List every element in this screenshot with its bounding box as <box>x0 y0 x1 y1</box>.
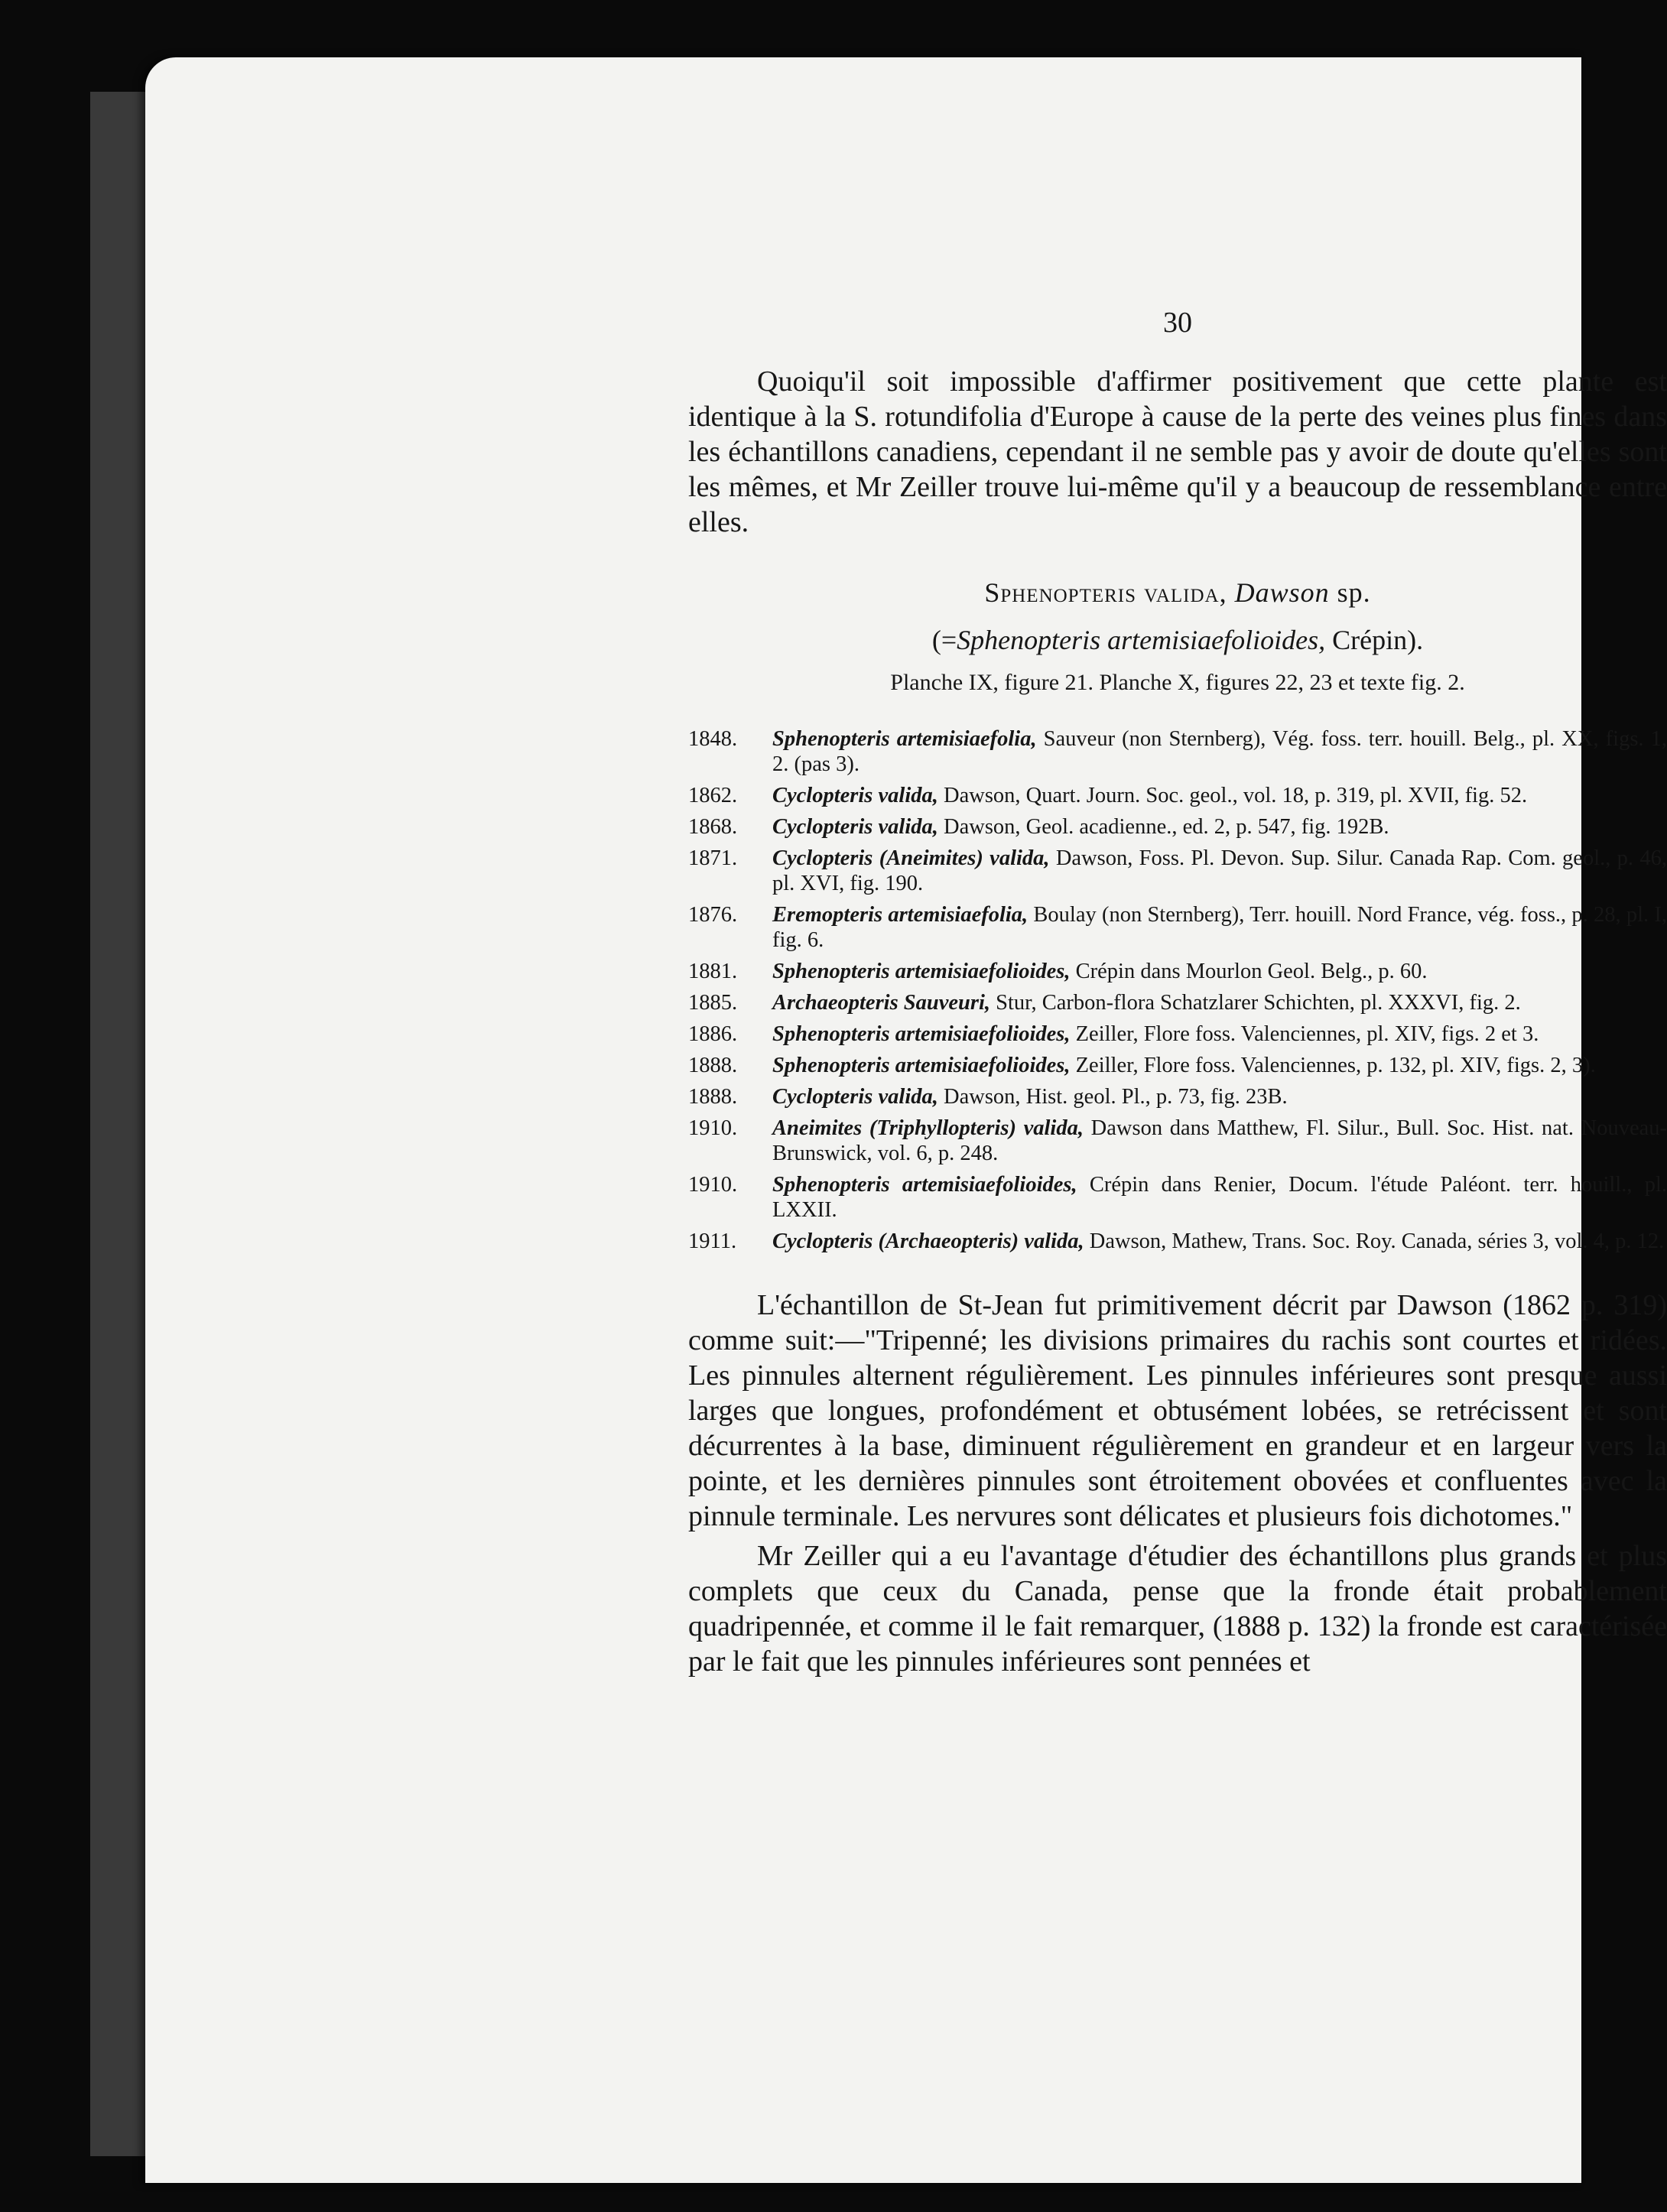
synonymy-source: Dawson, Quart. Journ. Soc. geol., vol. 18, p. 319, pl. XVII, fig. 52. <box>944 784 1528 807</box>
synonymy-entry <box>688 1116 1667 1166</box>
synonymy-citation <box>772 726 1667 777</box>
synonymy-citation <box>772 1053 1667 1078</box>
synonymy-source: Dawson, Mathew, Trans. Soc. Roy. Canada, séries 3, vol. 4, p. 12. <box>1089 1229 1665 1253</box>
synonymy-entry <box>688 1084 1667 1109</box>
synonymy-entry <box>688 1022 1667 1047</box>
synonymy-year: 1848. <box>688 727 738 751</box>
synonymy-taxon: Cyclopteris valida, <box>772 1085 938 1109</box>
synonymy-source: Zeiller, Flore foss. Valenciennes, p. 132, pl. XIV, figs. 2, 3). <box>1075 1054 1596 1077</box>
synonymy-entry <box>688 959 1667 984</box>
synonymy-citation <box>772 902 1667 953</box>
synonymy-year: 1881. <box>688 960 738 983</box>
synonymy-source: Crépin dans Mourlon Geol. Belg., p. 60. <box>1075 960 1428 983</box>
synonymy-taxon: Cyclopteris (Aneimites) valida, <box>772 846 1050 870</box>
synonymy-citation <box>772 1172 1667 1223</box>
zeiller-paragraph: Mr Zeiller qui a eu l'avantage d'étudier des échantillons plus grands et plus complets que ceux du Canada, pense que la fronde était probablement quadripennée, et comme il le fait remarquer, (1888 p. 132) la fronde est caractérisée par le fait que les pinnules inférieures sont pennées et <box>688 1540 1667 1678</box>
synonymy-taxon: Aneimites (Triphyllopteris) valida, <box>772 1116 1084 1140</box>
synonymy-taxon: Archaeopteris Sauveuri, <box>772 991 991 1015</box>
synonymy-year: 1868. <box>688 815 738 839</box>
synonymy-entry <box>688 902 1667 953</box>
synonymy-citation <box>772 846 1667 896</box>
synonymy-entry <box>688 1053 1667 1078</box>
synonymy-year: 1910. <box>688 1116 738 1140</box>
synonymy-year: 1876. <box>688 903 738 927</box>
synonymy-taxon: Sphenopteris artemisiaefolioides, <box>772 1173 1077 1197</box>
description-paragraph: L'échantillon de St-Jean fut primitivement décrit par Dawson (1862 p. 319) comme suit:—"Tripenné; les divisions primaires du rachis sont courtes et ridées. Les pinnules alternent régulièrement. Les pinnules inférieures sont presque aussi larges que longues, profondément et obtusément lobées, se retrécissent et sont décurrentes à la base, diminuent régulièrement en grandeur et en largeur vers la pointe, et les dernières pinnules sont étroitement obovées et confluentes avec la pinnule terminale. Les nervures sont délicates et plusieurs fois dichotomes." <box>688 1289 1667 1532</box>
species-synonym <box>688 624 1667 656</box>
synonymy-citation <box>772 959 1667 984</box>
synonymy-taxon: Sphenopteris artemisiaefolioides, <box>772 960 1071 983</box>
synonymy-taxon: Sphenopteris artemisiaefolioides, <box>772 1022 1071 1046</box>
synonymy-entry <box>688 990 1667 1015</box>
synonymy-citation <box>772 1116 1667 1166</box>
synonymy-taxon: Cyclopteris valida, <box>772 815 938 839</box>
species-heading <box>688 577 1667 609</box>
page-content <box>688 306 1667 1679</box>
synonymy-year: 1910. <box>688 1173 738 1197</box>
synonymy-list <box>688 726 1667 1254</box>
synonymy-year: 1885. <box>688 991 738 1015</box>
synonymy-year: 1862. <box>688 784 738 807</box>
synonymy-taxon: Sphenopteris artemisiaefolia, <box>772 727 1037 751</box>
synonymy-source: Zeiller, Flore foss. Valenciennes, pl. XIV, figs. 2 et 3. <box>1075 1022 1539 1046</box>
synonymy-entry <box>688 1229 1667 1254</box>
synonymy-citation <box>772 1084 1667 1109</box>
synonym-name: Sphenopteris artemisiaefolioides, <box>957 625 1326 655</box>
synonymy-source: Dawson, Geol. acadienne., ed. 2, p. 547, fig. 192B. <box>944 815 1389 839</box>
scanned-page <box>145 57 1667 2183</box>
synonymy-taxon: Cyclopteris (Archaeopteris) valida, <box>772 1229 1084 1253</box>
synonymy-entry <box>688 726 1667 777</box>
synonymy-source: Dawson, Hist. geol. Pl., p. 73, fig. 23B. <box>944 1085 1288 1109</box>
synonymy-source: Crépin dans Renier, Docum. l'étude Paléont. terr. houill., pl. LXXII. <box>772 1173 1667 1222</box>
intro-paragraph: Quoiqu'il soit impossible d'affirmer positivement que cette plante est identique à la S. rotundifolia d'Europe à cause de la perte des veines plus fines dans les échantillons canadiens, cependant il ne semble pas y avoir de doute qu'elles sont les mêmes, et Mr Zeiller trouve lui-même qu'il y a beaucoup de ressemblance entre elles. <box>688 365 1667 538</box>
page-number: 30 <box>1163 307 1192 339</box>
synonymy-year: 1911. <box>688 1229 737 1253</box>
synonymy-year: 1886. <box>688 1022 738 1046</box>
synonymy-entry <box>688 1172 1667 1223</box>
synonymy-taxon: Eremopteris artemisiaefolia, <box>772 903 1028 927</box>
synonymy-year: 1888. <box>688 1054 738 1077</box>
synonymy-source: Stur, Carbon-flora Schatzlarer Schichten, pl. XXXVI, fig. 2. <box>996 991 1521 1015</box>
synonymy-entry <box>688 846 1667 896</box>
species-author: Dawson <box>1234 577 1330 608</box>
synonym-author: Crépin). <box>1332 625 1424 655</box>
synonymy-citation <box>772 990 1667 1015</box>
synonymy-source: Dawson, Foss. Pl. Devon. Sup. Silur. Canada Rap. Com. geol., p. 46, pl. XVI, fig. 190. <box>772 846 1667 895</box>
species-name: Sphenopteris valida, <box>984 577 1227 608</box>
synonymy-source: Sauveur (non Sternberg), Vég. foss. terr. houill. Belg., pl. XX, figs. 1, 2. (pas 3). <box>772 727 1667 776</box>
plates-reference: Planche IX, figure 21. Planche X, figures 22, 23 et texte fig. 2. <box>890 670 1465 695</box>
synonymy-source: Boulay (non Sternberg), Terr. houill. Nord France, vég. foss., p. 28, pl. I, fig. 6. <box>772 903 1667 952</box>
synonymy-taxon: Sphenopteris artemisiaefolioides, <box>772 1054 1071 1077</box>
synonymy-taxon: Cyclopteris valida, <box>772 784 938 807</box>
synonymy-entry <box>688 814 1667 840</box>
synonymy-citation <box>772 1022 1667 1047</box>
synonymy-citation <box>772 1229 1667 1254</box>
synonymy-citation <box>772 814 1667 840</box>
synonymy-source: Dawson dans Matthew, Fl. Silur., Bull. Soc. Hist. nat. Nouveau-Brunswick, vol. 6, p. 248. <box>772 1116 1667 1165</box>
species-suffix: sp. <box>1337 577 1371 608</box>
synonymy-citation <box>772 783 1667 808</box>
synonym-prefix: (= <box>931 625 957 655</box>
synonymy-year: 1888. <box>688 1085 738 1109</box>
synonymy-year: 1871. <box>688 846 738 870</box>
synonymy-entry <box>688 783 1667 808</box>
